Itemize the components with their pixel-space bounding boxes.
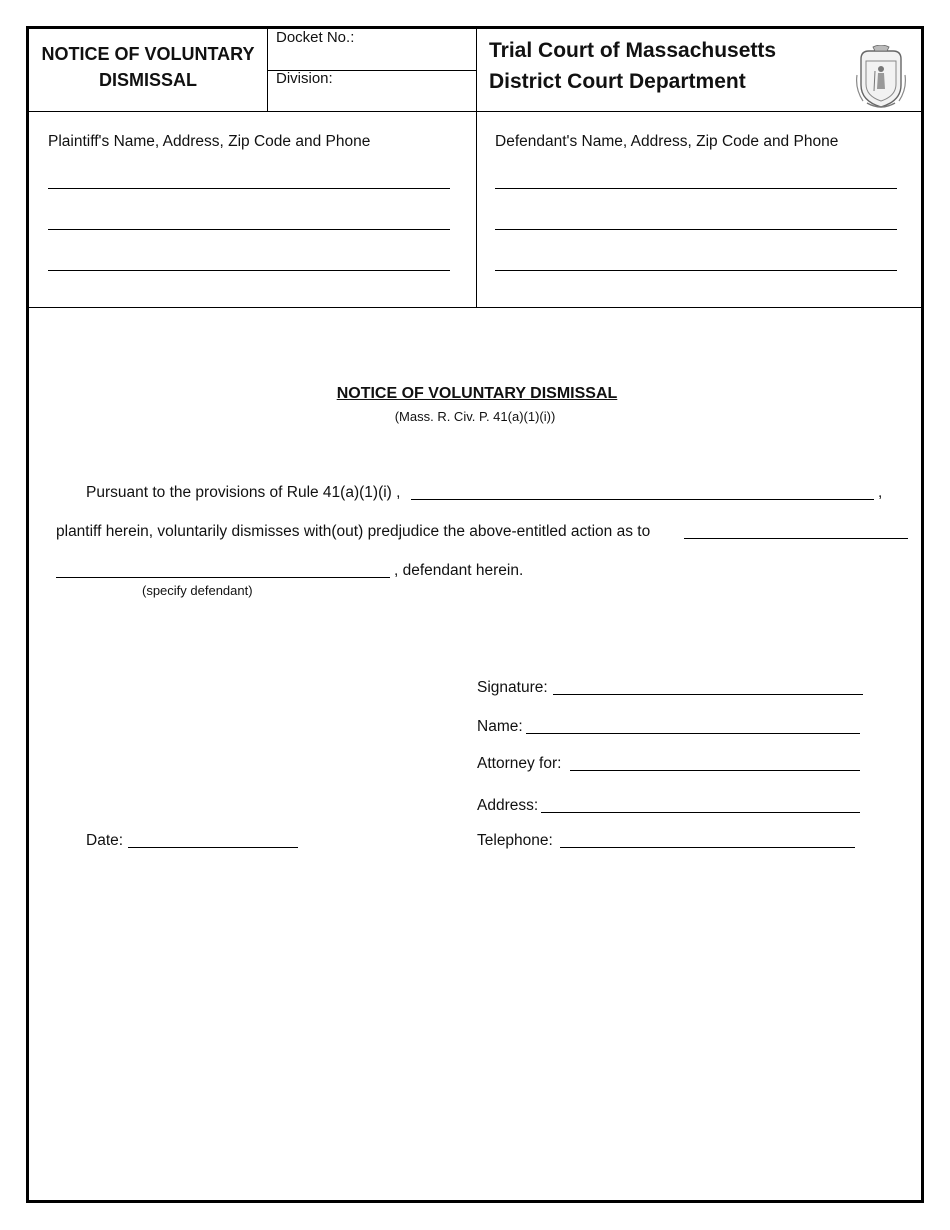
notice-subtitle: (Mass. R. Civ. P. 41(a)(1)(i)) [394,409,556,424]
court-name-line1: Trial Court of Massachusetts [489,39,777,62]
defendant-line-1[interactable] [495,188,897,189]
defendant-line-3[interactable] [495,270,897,271]
court-name [489,35,776,97]
division-label: Division: [276,70,333,87]
form-title-line1: NOTICE OF VOLUNTARY [41,44,255,64]
plaintiff-line-1[interactable] [48,188,450,189]
date-field[interactable] [128,847,298,848]
plaintiff-line-3[interactable] [48,270,450,271]
signature-label: Signature: [477,679,548,696]
court-name-line2: District Court Department [489,70,746,93]
plaintiff-line-2[interactable] [48,229,450,230]
docket-label: Docket No.: [276,29,355,46]
plaintiff-name-field[interactable] [411,499,874,500]
form-frame [26,26,924,1203]
defendant-herein-text: , defendant herein. [394,562,524,579]
form-title [29,41,267,93]
address-field[interactable] [541,812,860,813]
dismissal-target-field[interactable] [684,538,908,539]
name-field[interactable] [526,733,860,734]
header-bottom-rule [29,111,921,112]
defendant-label: Defendant's Name, Address, Zip Code and Phone [495,133,839,150]
plaintiff-label: Plaintiff's Name, Address, Zip Code and Phone [48,133,371,150]
notice-title: NOTICE OF VOLUNTARY DISMISSAL [336,385,618,402]
telephone-label: Telephone: [477,832,553,849]
massachusetts-seal-icon [855,45,907,111]
rule-text-end: , [878,484,883,501]
defendant-name-field[interactable] [56,577,390,578]
telephone-field[interactable] [560,847,855,848]
name-label: Name: [477,718,523,735]
parties-bottom-rule [29,307,921,308]
date-label: Date: [86,832,124,849]
specify-defendant-caption: (specify defendant) [142,583,253,598]
attorney-for-field[interactable] [570,770,860,771]
address-label: Address: [477,797,539,814]
signature-field[interactable] [553,694,863,695]
dismissal-text: plantiff herein, voluntarily dismisses with(out) predjudice the above-entitled action as to [56,523,651,540]
court-divider [476,29,477,307]
rule-text: Pursuant to the provisions of Rule 41(a)(1)(i) , [86,484,401,501]
form-title-line2: DISMISSAL [98,70,197,90]
attorney-for-label: Attorney for: [477,755,562,772]
defendant-line-2[interactable] [495,229,897,230]
